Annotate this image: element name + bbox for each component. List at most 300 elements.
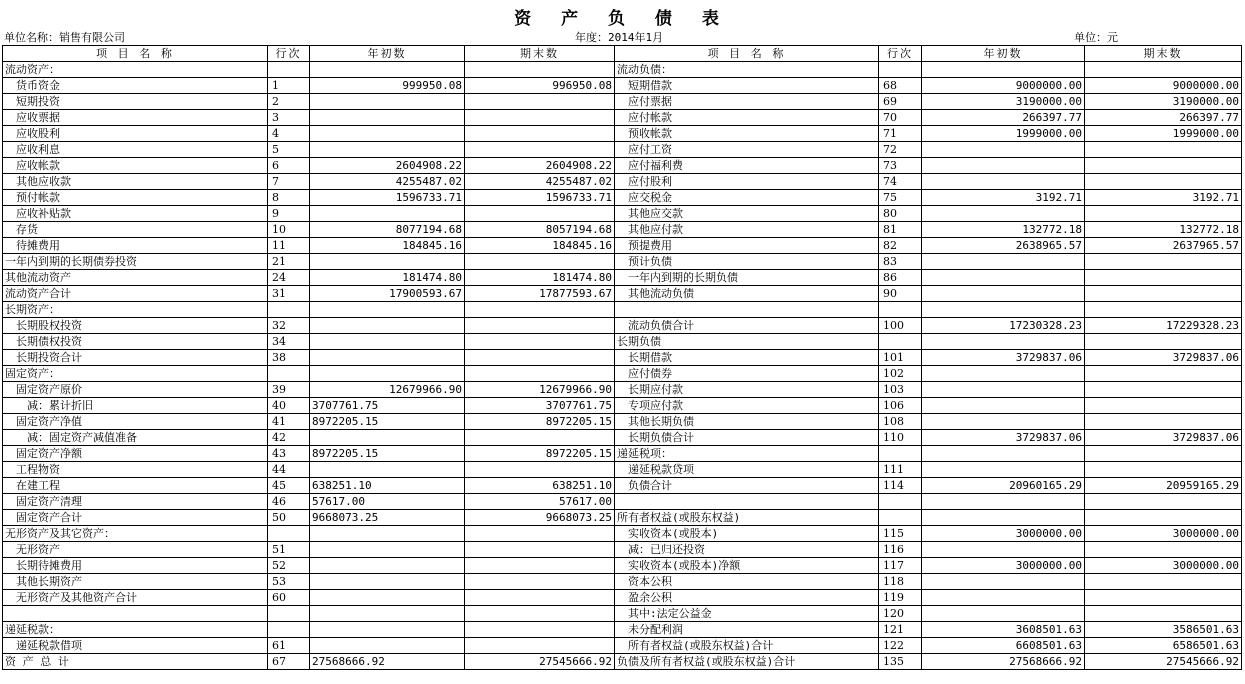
table-row: [3, 350, 1242, 366]
liability-line-no-cell: 73: [879, 158, 922, 174]
liability-closing-cell: [1085, 142, 1242, 158]
liability-opening-cell: [922, 510, 1085, 526]
asset-line-no-cell: 45: [268, 478, 310, 494]
asset-opening-cell: 2604908.22: [310, 158, 465, 174]
liability-line-no-cell: [879, 510, 922, 526]
asset-closing-cell: [465, 430, 615, 446]
asset-item-cell: 短期投资: [3, 94, 268, 110]
liability-opening-cell: 3192.71: [922, 190, 1085, 206]
liability-line-no-cell: 118: [879, 574, 922, 590]
asset-item-cell: 递延税款借项: [3, 638, 268, 654]
asset-closing-cell: 1596733.71: [465, 190, 615, 206]
asset-closing-cell: [465, 62, 615, 78]
liability-closing-cell: [1085, 62, 1242, 78]
asset-line-no-cell: 51: [268, 542, 310, 558]
table-row: [3, 62, 1242, 78]
table-row: [3, 302, 1242, 318]
asset-item-cell: 在建工程: [3, 478, 268, 494]
liability-item-cell: 长期负债: [615, 334, 879, 350]
liability-item-cell: 应交税金: [615, 190, 879, 206]
liability-item-cell: 负债合计: [615, 478, 879, 494]
table-row: [3, 382, 1242, 398]
liability-line-no-cell: 69: [879, 94, 922, 110]
liability-opening-cell: [922, 142, 1085, 158]
liability-closing-cell: [1085, 382, 1242, 398]
liability-opening-cell: [922, 334, 1085, 350]
liability-closing-cell: [1085, 446, 1242, 462]
asset-opening-cell: [310, 110, 465, 126]
asset-item-cell: 无形资产: [3, 542, 268, 558]
asset-line-no-cell: 5: [268, 142, 310, 158]
liability-line-no-cell: 70: [879, 110, 922, 126]
asset-item-cell: 递延税款：: [3, 622, 268, 638]
liability-item-cell: 应付工资: [615, 142, 879, 158]
asset-closing-cell: [465, 334, 615, 350]
liability-opening-cell: 1999000.00: [922, 126, 1085, 142]
asset-item-cell: 资 产 总 计: [3, 654, 268, 670]
asset-closing-cell: 8972205.15: [465, 414, 615, 430]
liability-line-no-cell: 71: [879, 126, 922, 142]
asset-opening-cell: 4255487.02: [310, 174, 465, 190]
asset-opening-cell: [310, 142, 465, 158]
asset-closing-cell: 2604908.22: [465, 158, 615, 174]
asset-closing-cell: 9668073.25: [465, 510, 615, 526]
table-row: [3, 190, 1242, 206]
asset-item-cell: 长期资产：: [3, 302, 268, 318]
asset-opening-cell: 181474.80: [310, 270, 465, 286]
asset-item-cell: 货币资金: [3, 78, 268, 94]
liability-closing-cell: 266397.77: [1085, 110, 1242, 126]
liability-opening-cell: 3729837.06: [922, 350, 1085, 366]
liability-item-cell: 应付债券: [615, 366, 879, 382]
liability-line-no-cell: 72: [879, 142, 922, 158]
asset-line-no-cell: 60: [268, 590, 310, 606]
liability-closing-cell: [1085, 254, 1242, 270]
asset-closing-cell: [465, 254, 615, 270]
asset-line-no-cell: 38: [268, 350, 310, 366]
asset-closing-cell: [465, 126, 615, 142]
asset-closing-cell: 4255487.02: [465, 174, 615, 190]
liability-closing-cell: 17229328.23: [1085, 318, 1242, 334]
table-row: [3, 126, 1242, 142]
liability-line-no-cell: 80: [879, 206, 922, 222]
asset-closing-cell: [465, 110, 615, 126]
asset-item-cell: 固定资产清理: [3, 494, 268, 510]
liability-closing-cell: [1085, 398, 1242, 414]
liability-opening-cell: [922, 302, 1085, 318]
table-row: [3, 574, 1242, 590]
liability-opening-cell: [922, 174, 1085, 190]
table-row: [3, 526, 1242, 542]
asset-item-cell: 减：累计折旧: [3, 398, 268, 414]
asset-item-cell: 长期债权投资: [3, 334, 268, 350]
liability-item-cell: 其他应交款: [615, 206, 879, 222]
asset-closing-cell: 17877593.67: [465, 286, 615, 302]
asset-opening-cell: [310, 590, 465, 606]
asset-item-cell: 固定资产净额: [3, 446, 268, 462]
asset-closing-cell: 12679966.90: [465, 382, 615, 398]
liability-closing-cell: 1999000.00: [1085, 126, 1242, 142]
asset-line-no-cell: 24: [268, 270, 310, 286]
liability-opening-cell: 3190000.00: [922, 94, 1085, 110]
liability-item-cell: 预提费用: [615, 238, 879, 254]
table-row: [3, 206, 1242, 222]
asset-opening-cell: [310, 302, 465, 318]
table-row: [3, 222, 1242, 238]
liability-item-cell: 流动负债：: [615, 62, 879, 78]
asset-line-no-cell: 21: [268, 254, 310, 270]
liability-item-cell: 专项应付款: [615, 398, 879, 414]
liability-line-no-cell: 83: [879, 254, 922, 270]
table-row: [3, 494, 1242, 510]
liability-item-cell: 所有者权益(或股东权益): [615, 510, 879, 526]
asset-item-cell: 固定资产原价: [3, 382, 268, 398]
asset-line-no-cell: [268, 302, 310, 318]
liability-closing-cell: 3000000.00: [1085, 558, 1242, 574]
header-row: [3, 46, 1242, 62]
liability-closing-cell: 20959165.29: [1085, 478, 1242, 494]
liability-line-no-cell: 106: [879, 398, 922, 414]
asset-closing-cell: [465, 526, 615, 542]
header-cell: 期末数: [465, 46, 615, 62]
liability-opening-cell: 3000000.00: [922, 558, 1085, 574]
liability-closing-cell: [1085, 270, 1242, 286]
asset-closing-cell: [465, 542, 615, 558]
table-row: [3, 462, 1242, 478]
asset-opening-cell: [310, 126, 465, 142]
liability-closing-cell: [1085, 510, 1242, 526]
liability-line-no-cell: [879, 494, 922, 510]
asset-item-cell: 流动资产合计: [3, 286, 268, 302]
table-row: [3, 478, 1242, 494]
table-row: [3, 430, 1242, 446]
asset-opening-cell: [310, 622, 465, 638]
liability-opening-cell: [922, 462, 1085, 478]
asset-closing-cell: [465, 574, 615, 590]
asset-opening-cell: [310, 526, 465, 542]
table-row: [3, 174, 1242, 190]
asset-line-no-cell: 39: [268, 382, 310, 398]
liability-item-cell: 短期借款: [615, 78, 879, 94]
liability-item-cell: 其他应付款: [615, 222, 879, 238]
asset-closing-cell: 27545666.92: [465, 654, 615, 670]
asset-item-cell: 一年内到期的长期债券投资: [3, 254, 268, 270]
asset-item-cell: 长期股权投资: [3, 318, 268, 334]
liability-line-no-cell: 110: [879, 430, 922, 446]
liability-opening-cell: 3000000.00: [922, 526, 1085, 542]
liability-line-no-cell: 116: [879, 542, 922, 558]
unit-name: 单位名称：销售有限公司: [4, 31, 125, 44]
balance-sheet-table: [2, 45, 1242, 670]
asset-line-no-cell: [268, 526, 310, 542]
asset-item-cell: 固定资产：: [3, 366, 268, 382]
asset-line-no-cell: 10: [268, 222, 310, 238]
liability-item-cell: 应付票据: [615, 94, 879, 110]
header-cell: 项 目 名 称: [615, 46, 879, 62]
table-row: [3, 254, 1242, 270]
asset-closing-cell: 8057194.68: [465, 222, 615, 238]
liability-line-no-cell: [879, 302, 922, 318]
asset-line-no-cell: 34: [268, 334, 310, 350]
liability-line-no-cell: 75: [879, 190, 922, 206]
liability-closing-cell: 27545666.92: [1085, 654, 1242, 670]
report-title: 资 产 负 债 表: [514, 9, 731, 29]
asset-item-cell: 减：固定资产减值准备: [3, 430, 268, 446]
liability-line-no-cell: 119: [879, 590, 922, 606]
liability-line-no-cell: 108: [879, 414, 922, 430]
liability-closing-cell: [1085, 606, 1242, 622]
liability-line-no-cell: 122: [879, 638, 922, 654]
asset-opening-cell: [310, 462, 465, 478]
asset-item-cell: 长期投资合计: [3, 350, 268, 366]
asset-line-no-cell: 67: [268, 654, 310, 670]
asset-closing-cell: [465, 142, 615, 158]
asset-line-no-cell: 32: [268, 318, 310, 334]
asset-opening-cell: [310, 542, 465, 558]
liability-line-no-cell: 115: [879, 526, 922, 542]
asset-opening-cell: [310, 574, 465, 590]
asset-opening-cell: [310, 638, 465, 654]
header-cell: 年初数: [310, 46, 465, 62]
asset-opening-cell: [310, 94, 465, 110]
asset-opening-cell: 8972205.15: [310, 446, 465, 462]
liability-line-no-cell: 74: [879, 174, 922, 190]
report-period: 年度：2014年1月: [575, 31, 664, 44]
header-cell: 期末数: [1085, 46, 1242, 62]
liability-closing-cell: 3192.71: [1085, 190, 1242, 206]
asset-opening-cell: 57617.00: [310, 494, 465, 510]
liability-closing-cell: [1085, 414, 1242, 430]
liability-item-cell: 资本公积: [615, 574, 879, 590]
liability-closing-cell: 3190000.00: [1085, 94, 1242, 110]
asset-opening-cell: 1596733.71: [310, 190, 465, 206]
asset-item-cell: 流动资产：: [3, 62, 268, 78]
liability-closing-cell: 3586501.63: [1085, 622, 1242, 638]
table-row: [3, 366, 1242, 382]
asset-closing-cell: [465, 462, 615, 478]
liability-line-no-cell: 81: [879, 222, 922, 238]
asset-opening-cell: [310, 558, 465, 574]
asset-item-cell: 应收票据: [3, 110, 268, 126]
liability-item-cell: 其他长期负债: [615, 414, 879, 430]
liability-line-no-cell: 135: [879, 654, 922, 670]
asset-line-no-cell: 1: [268, 78, 310, 94]
asset-line-no-cell: 4: [268, 126, 310, 142]
liability-line-no-cell: [879, 62, 922, 78]
asset-closing-cell: [465, 558, 615, 574]
asset-opening-cell: [310, 366, 465, 382]
liability-closing-cell: [1085, 334, 1242, 350]
asset-line-no-cell: 7: [268, 174, 310, 190]
liability-line-no-cell: 90: [879, 286, 922, 302]
liability-closing-cell: 132772.18: [1085, 222, 1242, 238]
liability-item-cell: 其中:法定公益金: [615, 606, 879, 622]
liability-opening-cell: [922, 382, 1085, 398]
liability-item-cell: 未分配利润: [615, 622, 879, 638]
table-row: [3, 590, 1242, 606]
liability-line-no-cell: 117: [879, 558, 922, 574]
liability-opening-cell: 20960165.29: [922, 478, 1085, 494]
asset-closing-cell: [465, 606, 615, 622]
asset-opening-cell: [310, 430, 465, 446]
liability-item-cell: 长期借款: [615, 350, 879, 366]
liability-item-cell: 递延税项：: [615, 446, 879, 462]
asset-closing-cell: 184845.16: [465, 238, 615, 254]
asset-item-cell: 工程物资: [3, 462, 268, 478]
liability-item-cell: 减：已归还投资: [615, 542, 879, 558]
asset-closing-cell: 57617.00: [465, 494, 615, 510]
liability-opening-cell: 9000000.00: [922, 78, 1085, 94]
table-row: [3, 654, 1242, 670]
table-row: [3, 446, 1242, 462]
liability-item-cell: 一年内到期的长期负债: [615, 270, 879, 286]
liability-opening-cell: 6608501.63: [922, 638, 1085, 654]
asset-item-cell: 固定资产合计: [3, 510, 268, 526]
asset-item-cell: 固定资产净值: [3, 414, 268, 430]
liability-opening-cell: 3608501.63: [922, 622, 1085, 638]
asset-opening-cell: 638251.10: [310, 478, 465, 494]
asset-item-cell: 其他长期资产: [3, 574, 268, 590]
asset-line-no-cell: 43: [268, 446, 310, 462]
asset-item-cell: 其他流动资产: [3, 270, 268, 286]
asset-closing-cell: 8972205.15: [465, 446, 615, 462]
table-row: [3, 334, 1242, 350]
liability-opening-cell: 266397.77: [922, 110, 1085, 126]
header-cell: 项 目 名 称: [3, 46, 268, 62]
asset-line-no-cell: [268, 366, 310, 382]
table-row: [3, 158, 1242, 174]
table-row: [3, 622, 1242, 638]
asset-opening-cell: 8972205.15: [310, 414, 465, 430]
liability-closing-cell: 9000000.00: [1085, 78, 1242, 94]
asset-line-no-cell: 11: [268, 238, 310, 254]
liability-line-no-cell: 114: [879, 478, 922, 494]
asset-closing-cell: [465, 350, 615, 366]
table-row: [3, 510, 1242, 526]
liability-closing-cell: [1085, 574, 1242, 590]
table-row: [3, 542, 1242, 558]
liability-closing-cell: [1085, 302, 1242, 318]
liability-opening-cell: [922, 366, 1085, 382]
liability-line-no-cell: 102: [879, 366, 922, 382]
asset-opening-cell: 999950.08: [310, 78, 465, 94]
liability-opening-cell: 3729837.06: [922, 430, 1085, 446]
table-row: [3, 398, 1242, 414]
asset-line-no-cell: 40: [268, 398, 310, 414]
asset-opening-cell: 17900593.67: [310, 286, 465, 302]
liability-item-cell: 盈余公积: [615, 590, 879, 606]
asset-closing-cell: [465, 366, 615, 382]
asset-line-no-cell: 2: [268, 94, 310, 110]
asset-closing-cell: [465, 622, 615, 638]
table-row: [3, 270, 1242, 286]
table-row: [3, 414, 1242, 430]
asset-closing-cell: [465, 302, 615, 318]
asset-item-cell: 其他应收款: [3, 174, 268, 190]
liability-opening-cell: [922, 206, 1085, 222]
asset-closing-cell: 3707761.75: [465, 398, 615, 414]
asset-opening-cell: [310, 62, 465, 78]
liability-opening-cell: [922, 270, 1085, 286]
currency-unit: 单位：元: [1074, 31, 1118, 44]
liability-opening-cell: [922, 62, 1085, 78]
asset-line-no-cell: [268, 622, 310, 638]
asset-closing-cell: [465, 590, 615, 606]
asset-item-cell: [3, 606, 268, 622]
asset-closing-cell: 181474.80: [465, 270, 615, 286]
liability-item-cell: 其他流动负债: [615, 286, 879, 302]
header-cell: 行次: [879, 46, 922, 62]
asset-closing-cell: 638251.10: [465, 478, 615, 494]
liability-opening-cell: [922, 158, 1085, 174]
asset-opening-cell: 8077194.68: [310, 222, 465, 238]
liability-closing-cell: [1085, 158, 1242, 174]
liability-opening-cell: [922, 414, 1085, 430]
asset-opening-cell: 9668073.25: [310, 510, 465, 526]
table-row: [3, 638, 1242, 654]
liability-opening-cell: [922, 574, 1085, 590]
asset-opening-cell: 3707761.75: [310, 398, 465, 414]
asset-line-no-cell: 9: [268, 206, 310, 222]
liability-line-no-cell: 82: [879, 238, 922, 254]
asset-opening-cell: [310, 318, 465, 334]
asset-opening-cell: [310, 606, 465, 622]
table-row: [3, 558, 1242, 574]
liability-item-cell: 递延税款贷项: [615, 462, 879, 478]
liability-opening-cell: [922, 542, 1085, 558]
liability-closing-cell: [1085, 206, 1242, 222]
liability-item-cell: 实收资本(或股本)净额: [615, 558, 879, 574]
table-row: [3, 110, 1242, 126]
asset-item-cell: 无形资产及其他资产合计: [3, 590, 268, 606]
liability-opening-cell: [922, 590, 1085, 606]
liability-closing-cell: [1085, 286, 1242, 302]
liability-item-cell: 预计负债: [615, 254, 879, 270]
asset-line-no-cell: 42: [268, 430, 310, 446]
asset-item-cell: 应收股利: [3, 126, 268, 142]
asset-item-cell: 应收利息: [3, 142, 268, 158]
asset-line-no-cell: [268, 62, 310, 78]
header-cell: 行次: [268, 46, 310, 62]
asset-item-cell: 存货: [3, 222, 268, 238]
table-row: [3, 238, 1242, 254]
table-row: [3, 94, 1242, 110]
liability-line-no-cell: 103: [879, 382, 922, 398]
liability-item-cell: 长期应付款: [615, 382, 879, 398]
asset-opening-cell: [310, 334, 465, 350]
liability-opening-cell: 132772.18: [922, 222, 1085, 238]
liability-closing-cell: [1085, 494, 1242, 510]
asset-closing-cell: [465, 638, 615, 654]
asset-line-no-cell: 3: [268, 110, 310, 126]
asset-line-no-cell: 41: [268, 414, 310, 430]
liability-line-no-cell: 100: [879, 318, 922, 334]
asset-item-cell: 待摊费用: [3, 238, 268, 254]
liability-line-no-cell: [879, 334, 922, 350]
asset-line-no-cell: [268, 606, 310, 622]
liability-closing-cell: 6586501.63: [1085, 638, 1242, 654]
asset-opening-cell: 12679966.90: [310, 382, 465, 398]
asset-line-no-cell: 53: [268, 574, 310, 590]
liability-closing-cell: [1085, 590, 1242, 606]
liability-item-cell: [615, 302, 879, 318]
asset-line-no-cell: 31: [268, 286, 310, 302]
liability-opening-cell: [922, 446, 1085, 462]
liability-opening-cell: 2638965.57: [922, 238, 1085, 254]
asset-item-cell: 预付帐款: [3, 190, 268, 206]
asset-item-cell: 长期待摊费用: [3, 558, 268, 574]
asset-line-no-cell: 46: [268, 494, 310, 510]
